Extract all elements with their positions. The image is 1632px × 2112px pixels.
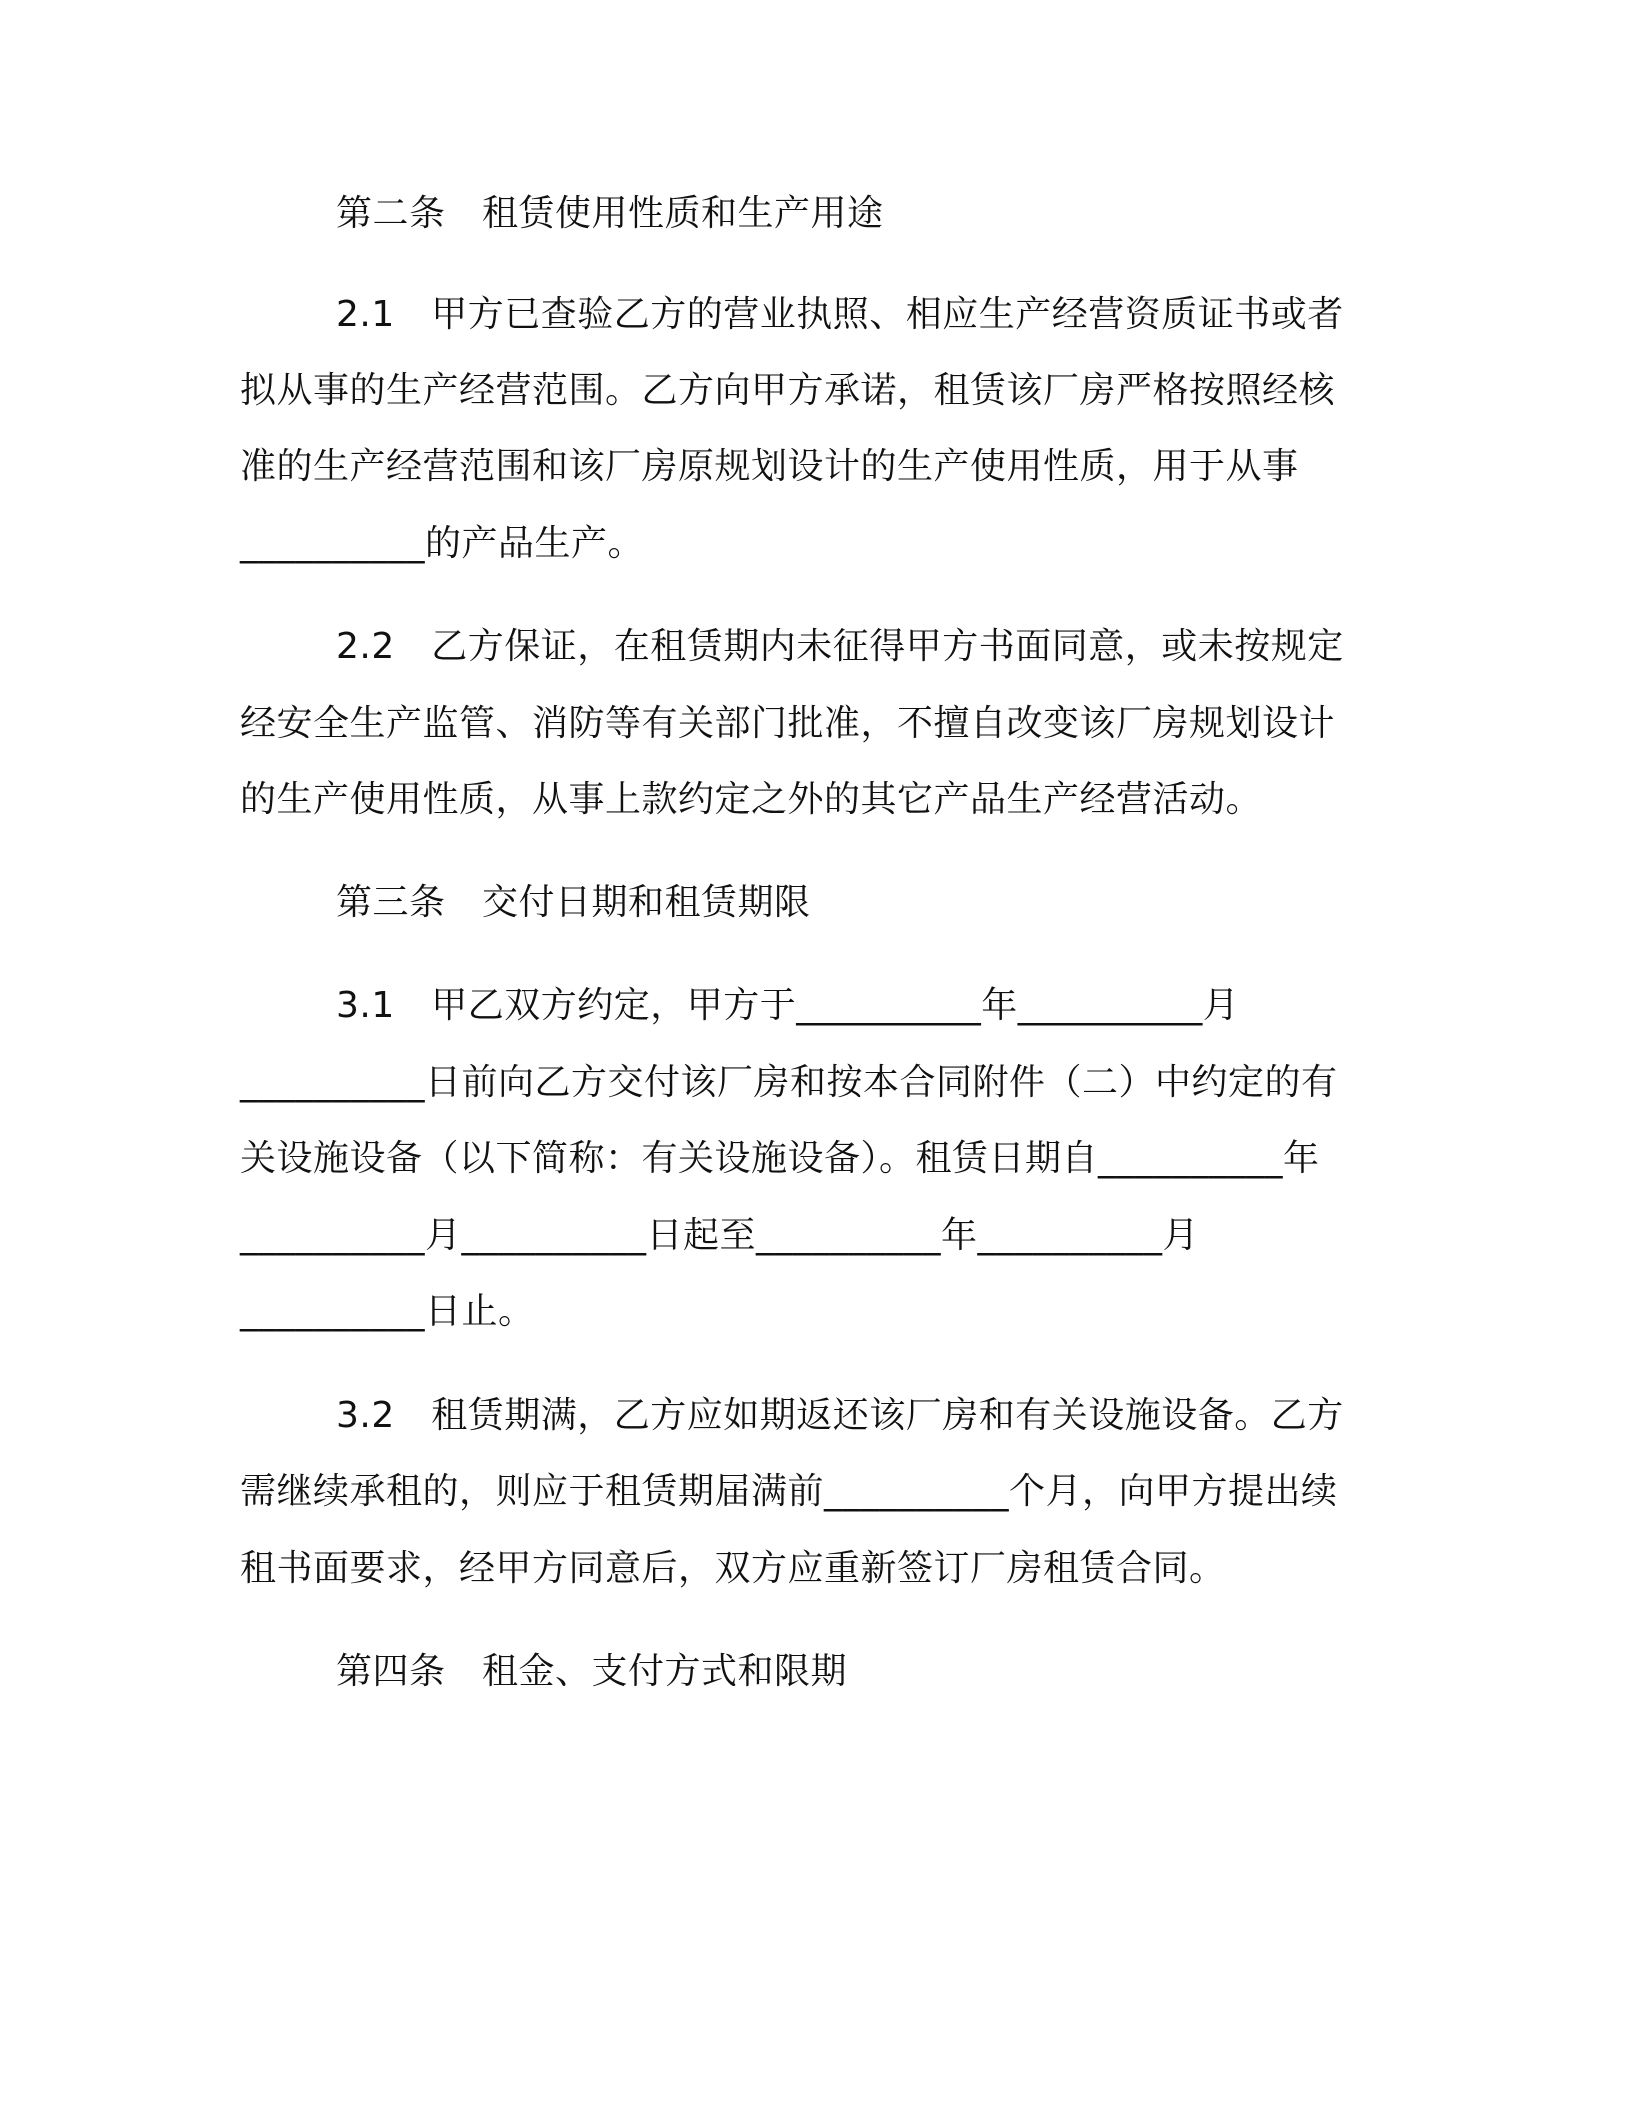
clause-2-1-line-4: __________的产品生产。 <box>240 523 645 564</box>
clause-3-1-line-2: __________日前向乙方交付该厂房和按本合同附件（二）中约定的有 <box>240 1062 1338 1103</box>
clause-3-1-line-1: 3.1 甲乙双方约定，甲方于__________年__________月 <box>336 985 1240 1026</box>
article-4-heading: 第四条 租金、支付方式和限期 <box>336 1651 848 1692</box>
clause-2-1-line-3: 准的生产经营范围和该厂房原规划设计的生产使用性质，用于从事 <box>240 446 1299 487</box>
clause-3-1-line-4: __________月__________日起至__________年__________月 <box>240 1215 1200 1256</box>
clause-3-2-line-1: 3.2 租赁期满，乙方应如期返还该厂房和有关设施设备。乙方 <box>336 1395 1344 1436</box>
clause-3-2-line-3: 租书面要求，经甲方同意后，双方应重新签订厂房租赁合同。 <box>240 1548 1226 1589</box>
clause-2-2-line-2: 经安全生产监管、消防等有关部门批准，不擅自改变该厂房规划设计 <box>240 703 1336 744</box>
clause-2-1-line-1: 2.1 甲方已查验乙方的营业执照、相应生产经营资质证书或者 <box>336 294 1344 335</box>
clause-2-2-line-1: 2.2 乙方保证，在租赁期内未征得甲方书面同意，或未按规定 <box>336 626 1344 667</box>
clause-3-2-line-2: 需继续承租的，则应于租赁期届满前__________个月，向甲方提出续 <box>240 1471 1338 1512</box>
clause-2-1-line-2: 拟从事的生产经营范围。乙方向甲方承诺，租赁该厂房严格按照经核 <box>240 370 1336 411</box>
article-2-heading: 第二条 租赁使用性质和生产用途 <box>336 193 884 234</box>
clause-3-1-line-5: __________日止。 <box>240 1291 535 1332</box>
clause-3-1-line-3: 关设施设备（以下简称：有关设施设备）。租赁日期自__________年 <box>240 1138 1320 1179</box>
article-3-heading: 第三条 交付日期和租赁期限 <box>336 882 811 923</box>
clause-2-2-line-3: 的生产使用性质，从事上款约定之外的其它产品生产经营活动。 <box>240 779 1263 820</box>
